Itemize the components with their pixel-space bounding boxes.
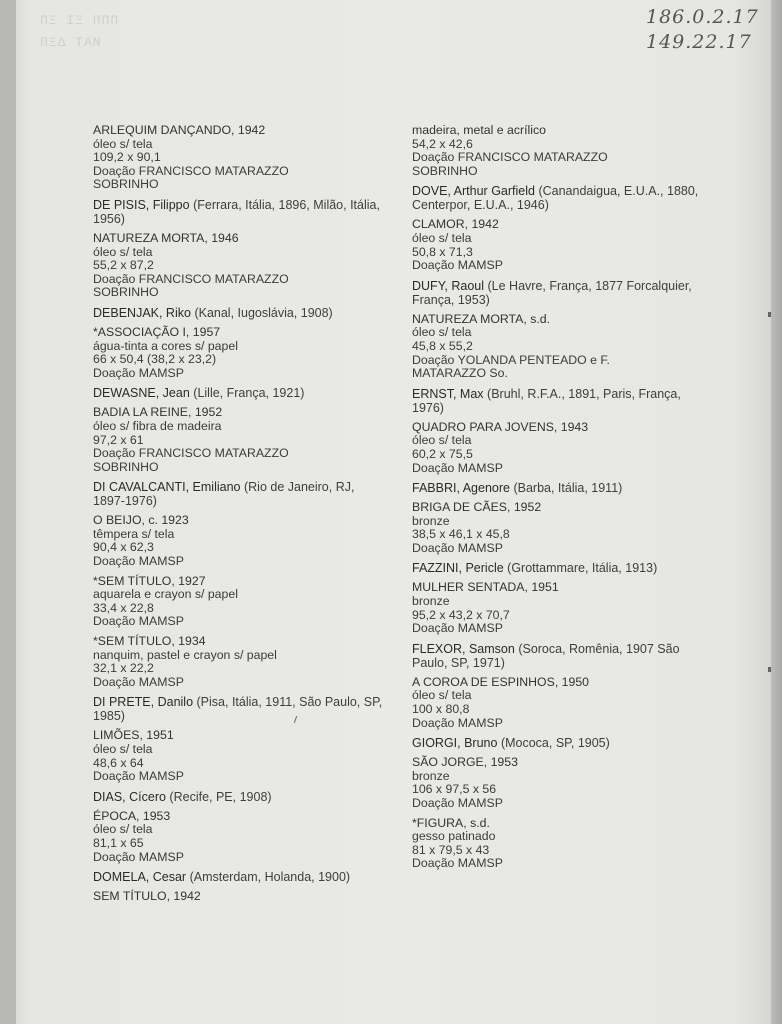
artwork-detail: gesso patinado: [412, 829, 496, 844]
artwork-detail: 90,4 x 62,3: [93, 540, 154, 555]
artwork-detail: água-tinta a cores s/ papel: [93, 338, 238, 353]
artwork: [412, 581, 712, 635]
artist-heading: [412, 279, 712, 307]
artist-heading: [412, 481, 712, 495]
artwork-detail: Doação MAMSP: [412, 856, 503, 871]
artwork-detail: Doação MAMSP: [412, 460, 503, 475]
artwork-detail: aquarela e crayon s/ papel: [93, 587, 238, 602]
artist-entry: [93, 870, 383, 904]
artwork: [412, 817, 712, 871]
artwork-detail: óleo s/ tela: [412, 230, 472, 245]
artwork: [93, 635, 383, 689]
artwork-title: SEM TÍTULO, 1942: [93, 889, 201, 904]
bleed-line: ΠΞΔ ΤΑΝ: [40, 35, 102, 50]
artwork-detail: SOBRINHO: [93, 459, 159, 474]
artist-entry: [93, 124, 383, 192]
artist-bio: (Grottammare, Itália, 1913): [507, 561, 658, 576]
artwork: [93, 326, 383, 380]
artist-bio: (Rio de Janeiro, RJ, 1897-1976): [93, 480, 355, 509]
artwork-detail: Doação MAMSP: [93, 365, 184, 380]
artwork-title: NATUREZA MORTA, s.d.: [412, 311, 551, 326]
artwork: [93, 232, 383, 300]
artwork-detail: Doação MAMSP: [412, 621, 503, 636]
artist-heading: [412, 387, 712, 415]
artist-heading: [93, 386, 383, 400]
artwork-detail: Doação MAMSP: [93, 674, 184, 689]
artist-bio: (Amsterdam, Holanda, 1900): [189, 870, 351, 885]
artist-entry: [412, 561, 712, 635]
artwork: [93, 729, 383, 783]
artwork-detail: Doação MAMSP: [412, 258, 503, 273]
artwork-title: *ASSOCIAÇÃO I, 1957: [93, 324, 221, 339]
artist-bio: (Soroca, Romênia, 1907 São Paulo, SP, 1971): [412, 641, 680, 670]
artwork-detail: 109,2 x 90,1: [93, 150, 161, 165]
artist-name: ERNST, Max: [412, 386, 484, 401]
artwork-detail: Doação YOLANDA PENTEADO e F.: [412, 352, 610, 367]
artwork-detail: têmpera s/ tela: [93, 526, 175, 541]
artwork-detail: Doação MAMSP: [93, 849, 184, 864]
artist-heading: [93, 480, 383, 508]
artist-entry: [412, 481, 712, 555]
artwork-detail: 33,4 x 22,8: [93, 600, 154, 615]
artist-name: DUFY, Raoul: [412, 278, 485, 293]
artwork-detail: SOBRINHO: [412, 163, 478, 178]
artwork-title: O BEIJO, c. 1923: [93, 513, 189, 528]
artwork-title: NATUREZA MORTA, 1946: [93, 230, 239, 245]
left-column: [93, 124, 383, 910]
artwork-title: ARLEQUIM DANÇANDO, 1942: [93, 123, 266, 137]
artist-heading: [412, 736, 712, 750]
artwork-title: *FIGURA, s.d.: [412, 815, 490, 830]
artwork: [93, 514, 383, 568]
artwork-detail: bronze: [412, 594, 450, 609]
artwork-detail: 100 x 80,8: [412, 702, 470, 717]
artwork-title: LIMÕES, 1951: [93, 728, 174, 743]
artwork-title: madeira, metal e acrílico: [412, 123, 546, 137]
artwork-detail: MATARAZZO So.: [412, 366, 508, 381]
artwork: [412, 218, 712, 272]
artwork-detail: 60,2 x 75,5: [412, 446, 473, 461]
artist-name: GIORGI, Bruno: [412, 736, 498, 751]
artwork: [412, 501, 712, 555]
artist-name: DEWASNE, Jean: [93, 386, 190, 401]
artist-name: DI CAVALCANTI, Emiliano: [93, 480, 241, 495]
artist-heading: [93, 198, 383, 226]
handwritten-catalog-number: 149.22.17: [646, 31, 752, 53]
artist-entry: [412, 279, 712, 381]
artwork-detail: Doação MAMSP: [412, 540, 503, 555]
artist-name: DI PRETE, Danilo: [93, 695, 194, 710]
bleed-line: ΠΞ ΙΞ ΠΠΠ: [40, 13, 120, 28]
artwork-detail: Doação FRANCISCO MATARAZZO: [93, 271, 289, 286]
artist-name: DOVE, Arthur Garfield: [412, 184, 535, 199]
artwork: [93, 890, 383, 904]
artwork: [93, 124, 383, 192]
artist-bio: (Bruhl, R.F.A., 1891, Paris, França, 1976): [412, 386, 681, 415]
artwork: [93, 810, 383, 864]
artwork-title: CLAMOR, 1942: [412, 217, 499, 232]
artist-entry: [93, 198, 383, 300]
artwork: [412, 421, 712, 475]
artwork-title: BADIA LA REINE, 1952: [93, 405, 223, 420]
artwork-detail: 106 x 97,5 x 56: [412, 782, 497, 797]
artwork-detail: 54,2 x 42,6: [412, 136, 473, 151]
artwork-detail: 97,2 x 61: [93, 432, 144, 447]
artist-entry: [412, 736, 712, 871]
artwork-detail: 66 x 50,4 (38,2 x 23,2): [93, 352, 217, 367]
artist-name: DEBENJAK, Riko: [93, 305, 191, 320]
artwork-detail: SOBRINHO: [93, 177, 159, 192]
artist-heading: [412, 642, 712, 670]
artwork-detail: 81 x 79,5 x 43: [412, 842, 490, 857]
artwork: [412, 124, 712, 178]
artist-entry: [412, 184, 712, 272]
artwork-detail: nanquim, pastel e crayon s/ papel: [93, 647, 277, 662]
artwork-detail: Doação MAMSP: [412, 796, 503, 810]
artist-entry: [412, 124, 712, 178]
artist-heading: [93, 870, 383, 884]
artwork-title: QUADRO PARA JOVENS, 1943: [412, 419, 589, 434]
artist-heading: [93, 306, 383, 320]
artwork-title: A COROA DE ESPINHOS, 1950: [412, 674, 590, 689]
edge-mark: [768, 667, 771, 672]
artwork-detail: Doação MAMSP: [93, 769, 184, 784]
artist-name: DIAS, Cícero: [93, 789, 166, 804]
bleed-through-text: [40, 10, 119, 54]
artwork-detail: óleo s/ tela: [412, 325, 472, 340]
artist-heading: [93, 790, 383, 804]
artwork-detail: óleo s/ tela: [93, 244, 153, 259]
artwork: [412, 676, 712, 730]
artwork: [412, 313, 712, 381]
artwork-detail: óleo s/ tela: [93, 822, 153, 837]
artist-bio: (Barba, Itália, 1911): [513, 481, 623, 496]
right-column: [412, 124, 712, 877]
artist-heading: [412, 561, 712, 575]
artwork-title: BRIGA DE CÃES, 1952: [412, 500, 542, 515]
artist-entry: [93, 790, 383, 864]
artist-heading: [93, 695, 383, 723]
artwork-detail: óleo s/ tela: [93, 742, 153, 756]
artwork-detail: bronze: [412, 768, 450, 783]
artist-entry: [412, 387, 712, 475]
artwork-detail: 48,6 x 64: [93, 755, 144, 770]
artist-bio: (Ferrara, Itália, 1896, Milão, Itália, 1956): [93, 197, 380, 226]
artist-heading: [412, 184, 712, 212]
artwork-detail: óleo s/ tela: [412, 688, 472, 703]
artist-entry: [412, 642, 712, 730]
page-edge: [771, 0, 782, 1024]
artist-name: FAZZINI, Pericle: [412, 561, 504, 576]
artwork-detail: óleo s/ fibra de madeira: [93, 418, 222, 433]
handwritten-catalog-number: 186.0.2.17: [646, 6, 759, 28]
artist-name: DE PISIS, Filippo: [93, 197, 190, 212]
edge-mark: [768, 312, 771, 317]
artwork-title: *SEM TÍTULO, 1934: [93, 634, 206, 649]
artist-bio: (Pisa, Itália, 1911, São Paulo, SP, 1985): [93, 695, 383, 724]
artwork-detail: 95,2 x 43,2 x 70,7: [412, 607, 510, 622]
artwork-detail: Doação MAMSP: [93, 554, 184, 569]
artwork-detail: 45,8 x 55,2: [412, 338, 473, 353]
artist-bio: (Kanal, Iugoslávia, 1908): [194, 305, 333, 320]
artwork-detail: Doação MAMSP: [412, 715, 503, 730]
artwork-detail: 32,1 x 22,2: [93, 661, 154, 676]
artwork: [93, 575, 383, 629]
artist-entry: [93, 306, 383, 380]
artist-entry: [93, 695, 383, 783]
artwork-detail: Doação MAMSP: [93, 614, 184, 629]
artist-entry: [93, 480, 383, 689]
artwork-title: MULHER SENTADA, 1951: [412, 580, 559, 595]
artwork-detail: 55,2 x 87,2: [93, 258, 154, 273]
artwork-title: *SEM TÍTULO, 1927: [93, 573, 206, 588]
artwork-title: SÃO JORGE, 1953: [412, 755, 518, 770]
artwork-detail: Doação FRANCISCO MATARAZZO: [93, 446, 289, 461]
artwork-detail: 81,1 x 65: [93, 835, 144, 850]
artwork-title: ÉPOCA, 1953: [93, 808, 171, 823]
artist-bio: (Mococa, SP, 1905): [500, 736, 610, 751]
artwork-detail: 50,8 x 71,3: [412, 244, 473, 259]
artist-name: FLEXOR, Samson: [412, 641, 515, 656]
artist-entry: [93, 386, 383, 474]
artwork: [412, 756, 712, 810]
artwork: [93, 406, 383, 474]
artwork-detail: bronze: [412, 513, 450, 528]
artist-bio: (Recife, PE, 1908): [169, 789, 272, 804]
artist-name: DOMELA, Cesar: [93, 870, 187, 885]
artist-bio: (Lille, França, 1921): [193, 386, 305, 401]
artwork-detail: Doação FRANCISCO MATARAZZO: [412, 150, 608, 165]
artist-bio: (Canandaigua, E.U.A., 1880, Centerpor, E.U.A., 1946): [412, 184, 699, 213]
artwork-detail: 38,5 x 46,1 x 45,8: [412, 527, 510, 542]
artist-name: FABBRI, Agenore: [412, 481, 510, 496]
artwork-detail: Doação FRANCISCO MATARAZZO: [93, 163, 289, 178]
artwork-detail: óleo s/ tela: [93, 136, 153, 151]
artwork-detail: SOBRINHO: [93, 285, 159, 300]
artist-bio: (Le Havre, França, 1877 Forcalquier, França, 1953): [412, 278, 692, 307]
artwork-detail: óleo s/ tela: [412, 433, 472, 448]
